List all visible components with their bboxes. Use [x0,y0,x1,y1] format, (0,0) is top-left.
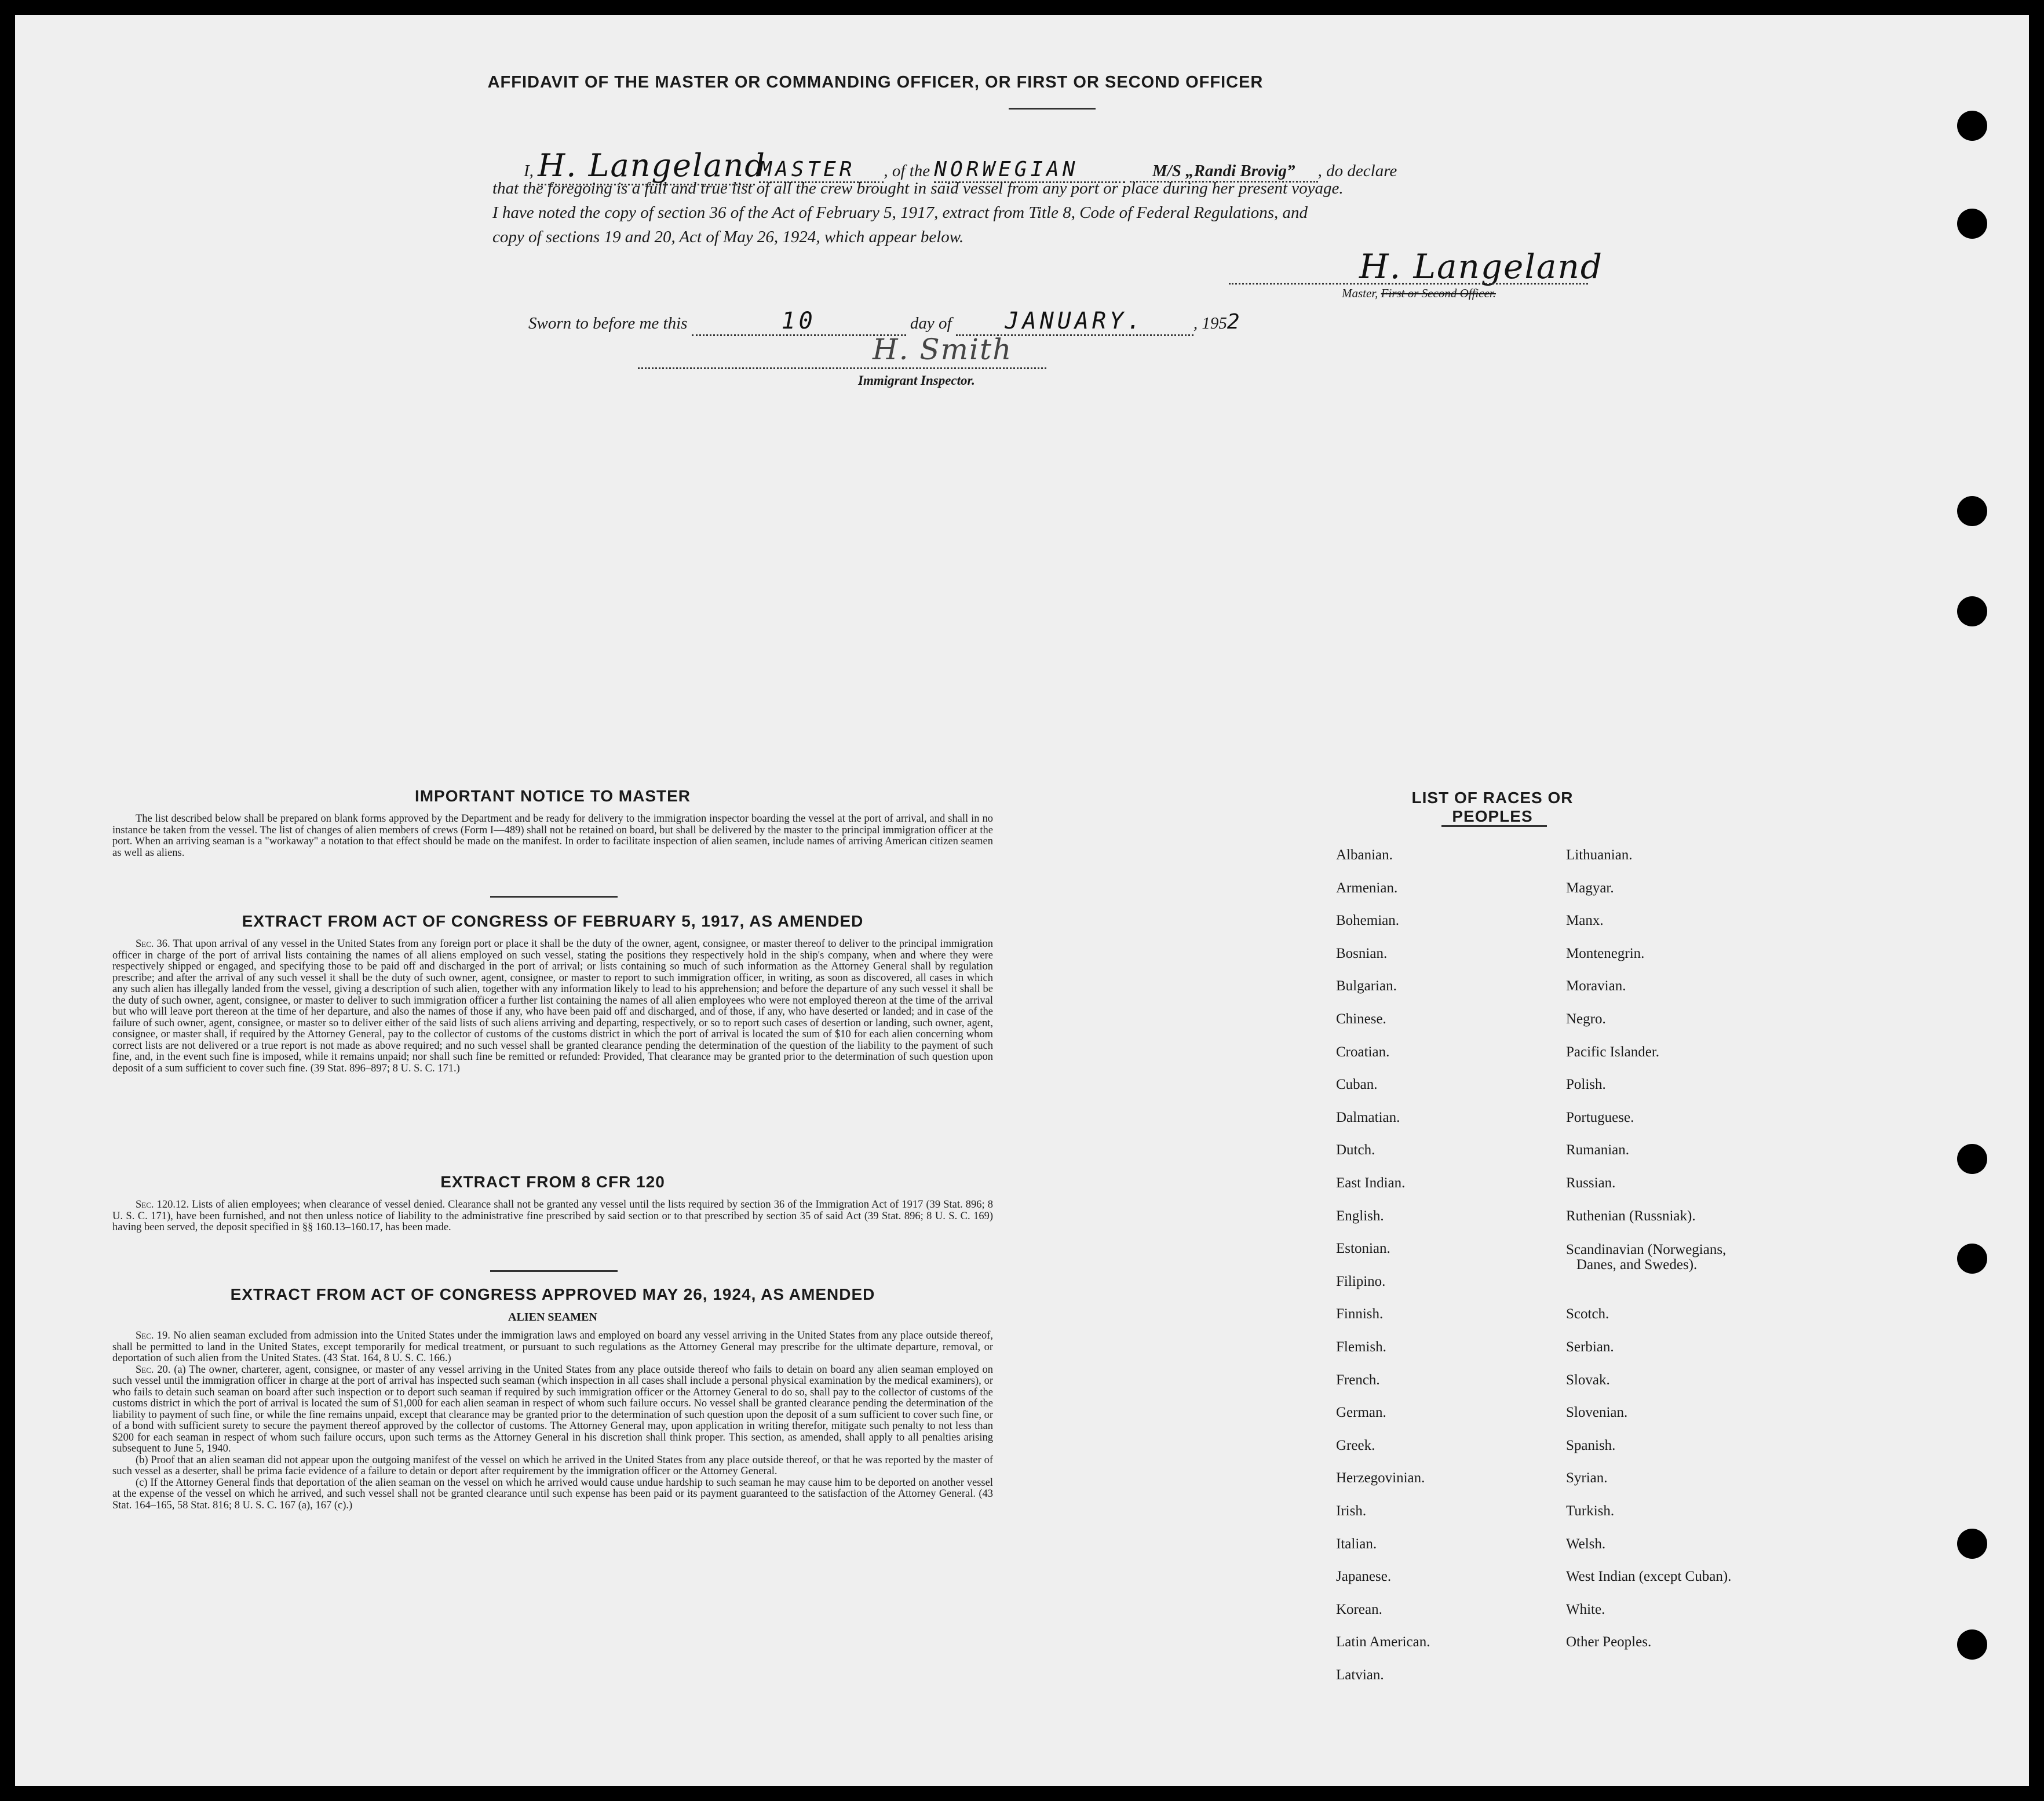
extract-cfr-body [112,1200,993,1234]
race-item: Other Peoples. [1566,1634,1652,1650]
race-item: Estonian. [1336,1241,1390,1257]
race-item: Armenian. [1336,880,1398,896]
notice-text: The list described below shall be prepared on blank forms approved by the Department and be ready for delivery to the immigration inspector boarding the vessel at the port of arrival, and shall in no instance be taken from the vessel. The list of changes of alien members of crews (Form I—489) shall not be retained on board, but shall be delivered by the master to the principal immigration officer at the port. When an arriving seaman is a "workaway" a notation to that effect should be made on the manifest. In order to facilitate inspection of alien seamen, include names of arriving American citizen seamen as well as aliens. [112,813,993,859]
race-item: Cuban. [1336,1077,1378,1093]
punch-hole [1957,1244,1987,1274]
race-item: Dalmatian. [1336,1109,1400,1125]
race-item: Greek. [1336,1437,1375,1453]
sec-20b-text: (b) Proof that an alien seaman did not appear upon the outgoing manifest of the vessel on which he arrived in the United States from any place outside thereof, or that he was reported by the master of such vessel as a deserter, shall be prima facie evidence of a failure to detain or deport after requirement by the immigration officer or the Attorney General. [112,1454,993,1477]
sec-20c-text: (c) If the Attorney General finds that deportation of the alien seaman on the vessel on which he arrived would cause undue hardship to such seaman he may cause him to be deported on another vessel at the expense of the vessel on which he arrived, and such vessel shall not be granted clearance until such expense has been paid or its payment guaranteed to the satisfaction of the Attorney General. (43 Stat. 164–165, 58 Stat. 816; 8 U. S. C. 167 (a), 167 (c).) [112,1476,993,1511]
race-item: Ruthenian (Russniak). [1566,1208,1696,1224]
alien-seamen-subtitle: ALIEN SEAMEN [508,1311,597,1324]
punch-hole [1957,209,1987,239]
sec-20-label: Sec. 20. [136,1363,171,1376]
divider-2 [490,1270,618,1272]
master-signature-line [1229,283,1588,285]
race-item: English. [1336,1208,1384,1224]
race-item: Welsh. [1566,1536,1606,1552]
master-caption-label: Master, [1342,286,1378,300]
race-item: Syrian. [1566,1470,1608,1486]
divider-1 [490,896,618,898]
extract-1924-title: EXTRACT FROM ACT OF CONGRESS APPROVED MAY 26, 1924, AS AMENDED [230,1285,875,1303]
race-item: Chinese. [1336,1011,1386,1027]
sec-19-label: Sec. 19. [136,1330,170,1341]
sec-36-text: That upon arrival of any vessel in the United States from any foreign port or place it shall be the duty of the owner, agent, consignee, or master thereof to deliver to the principal immigration officer in charge of the port of arrival lists containing the names of all aliens employed on such vessel, stating the positions they respectively hold in the ship's company, when and where they were respectively shipped or engaged, and specifying those to be paid off and discharged in the port of arrival; or lists containing so much of such information as the Attorney General shall by regulation prescribe; and after the arrival of any such vessel it shall be the duty of such owner, agent, consignee, or master to report to such immigration officer, in writing, as soon as discovered, all cases in which any such alien has illegally landed from the vessel, giving a description of such alien, together with any information likely to lead to his apprehension; and before the departure of any such vessel it shall be the duty of such owner, agent, consignee, or master to deliver to such immigration officer a further list containing the names of all alien employees who were not employed thereon at the time of the arrival but who will leave port thereon at the time of her departure, and also the names of those if any, who have been paid off and discharged, and of those, if any, who have deserted or landed; and in case of the failure of such owner, agent, consignee, or master so to deliver either of the said lists of such aliens arriving and departing, respectively, or so to report such cases of desertion or landing, such owner, agent, consignee, or master shall, if required by the Attorney General, pay to the collector of customs of the customs district in which the port of arrival is located the sum of $10 for each alien concerning whom correct lists are not delivered or a true report is not made as above required; and no such vessel shall be granted clearance pending the determination of the question of the liability to the payment of such fine, and, in the event such fine is imposed, while it remains unpaid; nor shall such fine be remitted or refunded: Provided, That clearance may be granted prior to the determination of such question upon deposit of a sum sufficient to cover such fine. (39 Stat. 896–897; 8 U. S. C. 171.) [112,938,993,1074]
race-item: Albanian. [1336,847,1393,863]
race-item: Filipino. [1336,1273,1386,1289]
race-item: Polish. [1566,1077,1606,1092]
race-item: Montenegrin. [1566,946,1645,961]
title-divider [1009,108,1096,110]
race-item: Croatian. [1336,1044,1390,1060]
race-item: West Indian (except Cuban). [1566,1569,1732,1584]
race-item: Turkish. [1566,1503,1615,1519]
sworn-line [528,308,1240,336]
affidavit-title: AFFIDAVIT OF THE MASTER OR COMMANDING OFFICER, OR FIRST OR SECOND OFFICER [487,73,1264,92]
vessel-name-stamp: M/S „Randi Brovig” [1130,162,1318,183]
races-divider [1441,825,1547,827]
punch-hole [1957,496,1987,526]
race-item: Dutch. [1336,1142,1375,1158]
race-item: Latvian. [1336,1667,1384,1683]
race-item: German. [1336,1405,1386,1421]
extract-1924-body [112,1330,993,1511]
affidavit-line-4: copy of sections 19 and 20, Act of May 26, 1924, which appear below. [492,228,964,246]
race-item: Moravian. [1566,978,1626,994]
nationality-handwritten: NORWEGIAN [934,158,1125,183]
race-item: Serbian. [1566,1339,1614,1355]
race-item: Danes, and Swedes). [1576,1257,1698,1273]
race-item: Pacific Islander. [1566,1044,1660,1060]
sec-20a-text: (a) The owner, charterer, agent, consignee, or master of any vessel arriving in the United States from any place outside thereof who fails to detain on board any alien seaman employed on such vessel until the immigration officer in charge at the port of arrival has inspected such seaman (which inspection in all cases shall include a personal physical examination by the medical examiners), or who fails to detain such seaman on board after such inspection or to deport such seaman if required by such immigration officer or the Attorney General to do so, shall pay to the collector of customs of the customs district in which the port of arrival is located the sum of $1,000 for each alien seaman in respect of whom such failure occurs. No vessel shall be granted clearance pending the determination of the liability to payment of such fine, or while the fine remains unpaid, except that clearance may be granted prior to the determination of such question upon the deposit of a sum sufficient to cover such fine, or of a bond with sufficient surety to secure the payment thereof approved by the collector of customs. The Attorney General may, upon application in writing therefor, mitigate such penalty to not less than $200 for each seaman in respect of whom such failure occurs, upon such terms as the Attorney General in his discretion shall think proper. This section, as amended, shall apply to all penalties arising subsequent to June 5, 1940. [112,1363,993,1454]
inspector-signature: H. Smith [873,333,1013,366]
race-item: Bohemian. [1336,913,1400,929]
race-item: Korean. [1336,1601,1382,1617]
race-item: Negro. [1566,1011,1606,1027]
sec-120-text: Lists of alien employees; when clearance of vessel denied. Clearance shall not be granted any vessel until the lists required by section 36 of the Immigration Act of 1917 (39 Stat. 896; 8 U. S. C. 171), have been furnished, and not then unless notice of liability to the administrative fine prescribed by said section or to that prescribed by section 35 of said Act (39 Stat. 896; 8 U. S. C. 169) having been served, the deposit specified in §§ 160.13–160.17, has been made. [112,1199,993,1233]
of-the-label: , of the [884,162,930,180]
inspector-signature-line [638,367,1046,369]
officer-title-handwritten: MASTER [759,158,884,183]
do-declare-label: , do declare [1317,162,1397,180]
race-item: Finnish. [1336,1306,1384,1322]
sworn-day: 10 [692,308,906,336]
extract-1917-body [112,939,993,1074]
race-item: White. [1566,1602,1605,1617]
day-of-label: day of [910,314,952,333]
sec-19-text: No alien seaman excluded from admission into the United States under the immigration laws and employed on board any vessel arriving in the United States from any place outside thereof, shall be permitted to land in the United States, except temporarily for medical treatment, or pursuant to such regulations as the Attorney General may prescribe for the ultimate departure, removal, or deportation of such alien from the United States. (43 Stat. 164, 8 U. S. C. 166.) [112,1330,994,1364]
master-signature: H. Langeland [1359,247,1603,286]
races-title: LIST OF RACES OR PEOPLES [1411,789,1574,825]
race-item: Latin American. [1336,1634,1430,1650]
race-item: Italian. [1336,1536,1377,1552]
race-item: Japanese. [1336,1569,1392,1585]
master-caption [1342,286,1496,301]
sworn-label: Sworn to before me this [528,314,688,333]
punch-hole [1957,1144,1987,1174]
race-item: Bulgarian. [1336,978,1397,994]
race-item: Spanish. [1566,1438,1616,1453]
race-item: Irish. [1336,1503,1367,1519]
document-page [15,15,2029,1786]
race-item: Slovenian. [1566,1405,1628,1420]
punch-hole [1957,596,1987,626]
year-suffix: 2 [1227,310,1240,334]
punch-hole [1957,1529,1987,1559]
sworn-month: JANUARY. [956,308,1193,336]
race-item: Scotch. [1566,1306,1609,1322]
notice-title: IMPORTANT NOTICE TO MASTER [414,787,691,805]
punch-hole [1957,111,1987,141]
race-item: Bosnian. [1336,945,1388,961]
race-item: Slovak. [1566,1372,1610,1388]
race-item: East Indian. [1336,1175,1406,1191]
sec-36-label: Sec. 36. [136,938,170,950]
race-item: Portuguese. [1566,1110,1634,1125]
master-name-signature: H. Langeland [538,147,755,185]
affidavit-line-2: that the foregoing is a full and true list of all the crew brought in said vessel from any port or place during her present voyage. [492,179,1344,198]
race-item: Scandinavian (Norwegians, [1566,1242,1727,1257]
extract-cfr-title: EXTRACT FROM 8 CFR 120 [440,1173,665,1191]
notice-body [112,814,993,859]
race-item: Rumanian. [1566,1142,1630,1158]
inspector-caption: Immigrant Inspector. [858,373,975,388]
race-item: French. [1336,1372,1380,1388]
punch-hole [1957,1629,1987,1660]
race-item: Manx. [1566,913,1604,928]
race-item: Magyar. [1566,880,1614,896]
race-item: Lithuanian. [1566,847,1633,863]
i-label: I, [524,162,534,180]
sec-120-label: Sec. 120.12. [136,1199,189,1211]
race-item: Russian. [1566,1175,1616,1191]
struck-officer-caption: First or Second Officer. [1381,286,1496,300]
race-item: Herzegovinian. [1336,1470,1425,1486]
extract-1917-title: EXTRACT FROM ACT OF CONGRESS OF FEBRUARY 5, 1917, AS AMENDED [242,912,864,930]
affidavit-line-3: I have noted the copy of section 36 of the Act of February 5, 1917, extract from Title 8, Code of Federal Regulations, and [492,203,1308,222]
race-item: Flemish. [1336,1339,1386,1355]
year-prefix: , 195 [1193,314,1227,333]
